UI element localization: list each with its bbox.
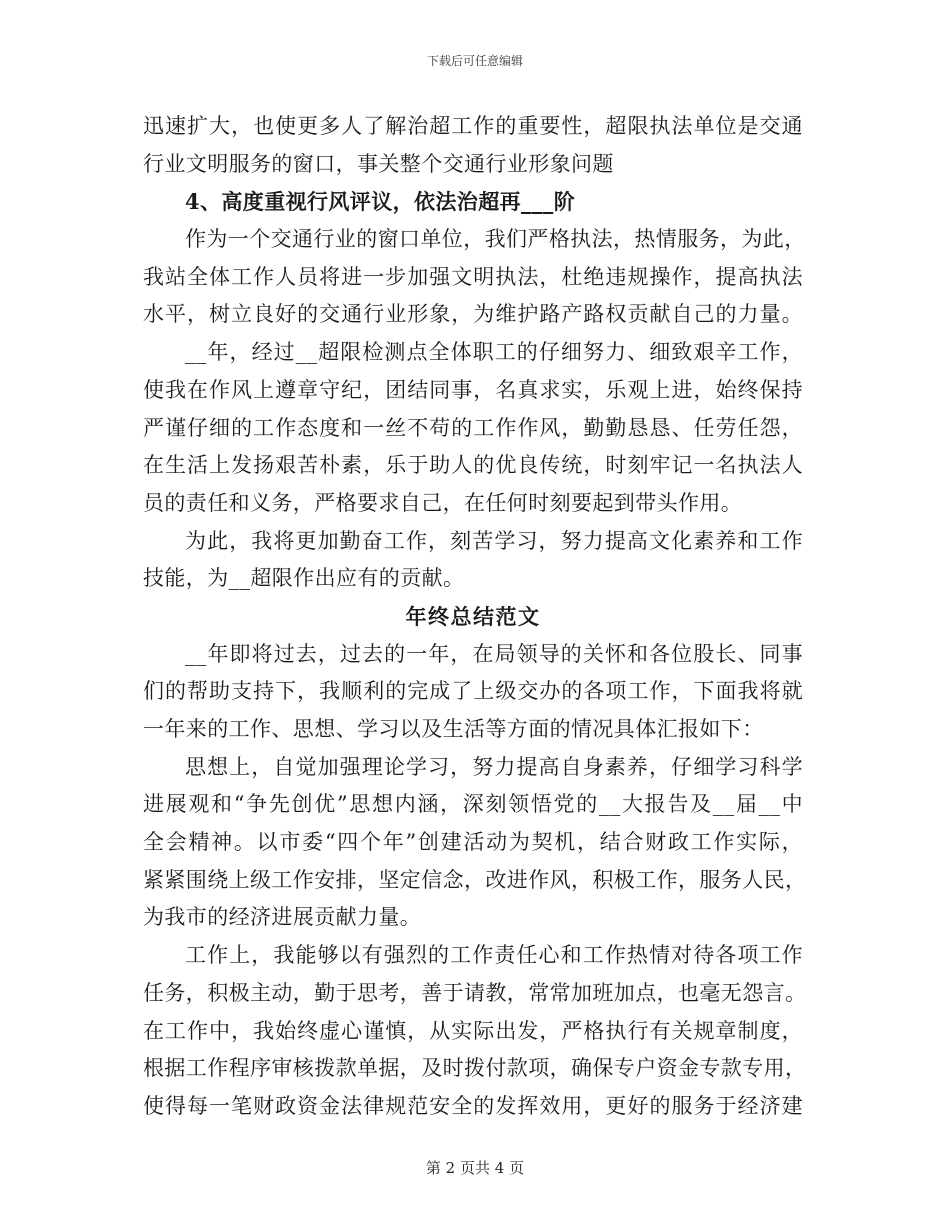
- text-line: 严谨仔细的工作态度和一丝不苟的工作作风，勤勤恳恳、任劳任怨，: [143, 415, 803, 440]
- text-line: 为我市的经济进展贡献力量。: [143, 905, 422, 930]
- text-line: 根据工作程序审核拨款单据，及时拨付款项，确保专户资金专款专用，: [143, 1056, 807, 1081]
- text-line: 思想上，自觉加强理论学习，努力提高自身素养，仔细学习科学: [185, 754, 803, 779]
- text-line: 全会精神。以市委“四个年”创建活动为契机，结合财政工作实际，: [143, 830, 803, 855]
- text-line: __年，经过__超限检测点全体职工的仔细努力、细致艰辛工作，: [185, 340, 803, 365]
- page-header: 下载后可任意编辑: [426, 54, 523, 68]
- text-line: 为此，我将更加勤奋工作，刻苦学习，努力提高文化素养和工作: [185, 528, 803, 553]
- page-footer: 第 2 页共 4 页: [425, 1159, 525, 1177]
- text-line: 迅速扩大，也使更多人了解治超工作的重要性，超限执法单位是交通: [143, 114, 803, 138]
- section-heading: 4、高度重视行风评议，依法治超再___阶: [185, 189, 576, 215]
- text-line: 行业文明服务的窗口，事关整个交通行业形象问题: [143, 151, 614, 176]
- text-line: 作为一个交通行业的窗口单位，我们严格执法，热情服务，为此，: [185, 227, 806, 252]
- text-line: 水平，树立良好的交通行业形象，为维护路产路权贡献自己的力量。: [143, 302, 803, 327]
- text-line: 在生活上发扬艰苦朴素，乐于助人的优良传统，时刻牢记一名执法人: [143, 453, 803, 478]
- text-line: 一年来的工作、思想、学习以及生活等方面的情况具体汇报如下：: [143, 717, 764, 741]
- text-line: 使我在作风上遵章守纪，团结同事，名真求实，乐观上进，始终保持: [143, 377, 803, 402]
- text-line: 使得每一笔财政资金法律规范安全的发挥效用，更好的服务于经济建: [143, 1093, 803, 1118]
- text-line: 们的帮助支持下，我顺利的完成了上级交办的各项工作，下面我将就: [143, 679, 803, 704]
- document-body: [143, 108, 807, 1126]
- text-line: 在工作中，我始终虚心谨慎，从实际出发，严格执行有关规章制度，: [143, 1018, 803, 1043]
- text-line: 员的责任和义务，严格要求自己，在任何时刻要起到带头作用。: [143, 490, 743, 515]
- text-line: 紧紧围绕上级工作安排，坚定信念，改进作风，积极工作，服务人民，: [143, 867, 807, 892]
- text-line: __年即将过去，过去的一年，在局领导的关怀和各位股长、同事: [185, 641, 803, 666]
- text-line: 进展观和“争先创优”思想内涵，深刻领悟党的__大报告及__届__中: [143, 792, 803, 817]
- text-line: 技能，为__超限作出应有的贡献。: [143, 566, 465, 591]
- text-line: 工作上，我能够以有强烈的工作责任心和工作热情对待各项工作: [185, 943, 803, 968]
- text-line: 我站全体工作人员将进一步加强文明执法，杜绝违规操作，提高执法: [143, 264, 803, 289]
- document-title: 年终总结范文: [405, 603, 541, 629]
- text-line: 任务，积极主动，勤于思考，善于请教，常常加班加点，也毫无怨言。: [143, 980, 807, 1005]
